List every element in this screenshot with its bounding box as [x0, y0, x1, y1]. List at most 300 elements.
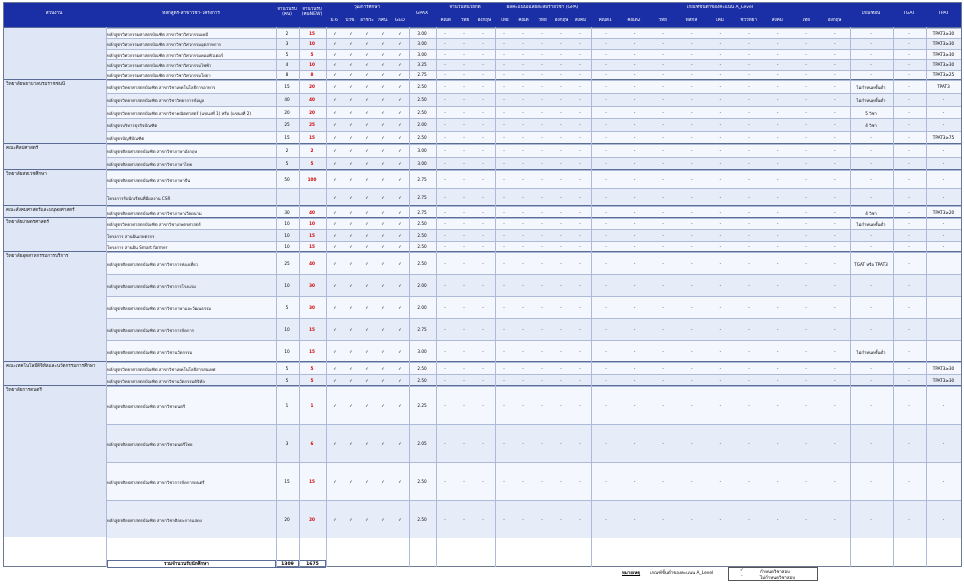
gpa-value: -: [522, 243, 524, 249]
gpa-value: -: [560, 377, 562, 383]
credit-value: -: [482, 41, 484, 47]
qualification-check: ✓: [365, 41, 369, 47]
credit-value: -: [463, 478, 465, 484]
gpa-value: -: [503, 365, 505, 371]
alevel-value: -: [662, 148, 664, 153]
tgat-value: -: [908, 402, 910, 408]
credit-value: -: [444, 326, 446, 332]
tgat-value: -: [908, 440, 910, 446]
program-name: หลักสูตรศิลปศาสตรบัณฑิต สาขาวิชาการท่องเที่ยว: [107, 261, 198, 267]
credit-value: -: [463, 30, 465, 36]
gpa-value: -: [579, 221, 581, 227]
qualification-check: ✓: [381, 304, 385, 310]
qualification-check: ✓: [398, 30, 402, 36]
seats-new-value: 6: [310, 440, 314, 446]
tgat-value: -: [908, 41, 910, 47]
gpax-value: 2.75: [417, 176, 427, 182]
gpa-value: -: [560, 135, 562, 141]
alevel-value: -: [776, 109, 779, 115]
gpa-value: -: [522, 135, 524, 141]
alevel-value: -: [805, 365, 807, 371]
seats-value: 1: [285, 402, 289, 408]
qualification-subheader[interactable]: ม.6: [330, 18, 338, 23]
alevel-value: -: [719, 122, 722, 128]
grid-line: [436, 27, 437, 567]
alevel-subheader[interactable]: ชีววิทยา: [740, 18, 757, 23]
qualification-check: ✓: [381, 51, 385, 57]
qualification-check: ✓: [349, 365, 353, 371]
credit-value: -: [463, 232, 465, 238]
qualification-check: ✓: [381, 96, 385, 102]
credit-value: -: [482, 135, 484, 141]
qualification-check: ✓: [349, 30, 353, 36]
gpa-value: -: [579, 41, 581, 47]
qualification-check: ✓: [381, 478, 385, 484]
credit-value: -: [482, 478, 484, 484]
alevel-value: -: [805, 377, 807, 383]
credit-value: -: [482, 30, 484, 36]
seats-new-value: 30: [309, 282, 315, 288]
gpa-value: -: [503, 61, 505, 67]
alevel-value: -: [776, 122, 779, 128]
header-credits[interactable]: จำนวนหน่วยกิต: [449, 5, 481, 10]
alevel-value: -: [776, 221, 779, 227]
alevel-value: -: [834, 232, 836, 238]
qualification-check: ✓: [349, 478, 353, 484]
credit-value: -: [463, 377, 465, 383]
seats-value: 10: [284, 326, 290, 332]
gpa-value: -: [503, 478, 505, 484]
header-alevel[interactable]: เกณฑ์ขั้นต่ำของคะแนน A_Level: [686, 5, 754, 10]
gpa-value: -: [560, 51, 562, 57]
alevel-value: -: [662, 83, 664, 89]
credit-value: -: [482, 348, 484, 354]
qualification-check: ✓: [398, 326, 402, 332]
gpa-value: -: [522, 61, 524, 67]
alevel-value: -: [776, 209, 779, 215]
qualification-check: ✓: [333, 30, 337, 36]
program-name: หลักสูตรวิทยาศาสตรบัณฑิต สาขาวิชานวัตกรรมดิจิทัล: [107, 378, 205, 384]
credit-subheader[interactable]: วิทย์: [460, 18, 470, 23]
gpa-subheader[interactable]: สังคม: [574, 18, 587, 23]
header-gpax[interactable]: GPAX: [415, 11, 429, 16]
alevel-value: -: [605, 232, 607, 238]
qualification-check: ✓: [333, 41, 337, 47]
alevel-value: -: [633, 478, 636, 484]
tpat-value: TPAT3≥25: [932, 72, 955, 78]
alevel-value: -: [834, 365, 836, 371]
grid-line: [276, 27, 277, 567]
alevel-subheader[interactable]: คณิต2: [627, 18, 641, 23]
alevel-value: -: [691, 440, 693, 446]
totals-seats: 1309: [276, 560, 299, 568]
gpa-value: -: [522, 51, 524, 57]
alevel-value: -: [691, 61, 693, 67]
gpa-value: -: [579, 176, 581, 182]
alevel-value: -: [691, 516, 693, 522]
seats-value: 10: [284, 232, 290, 238]
credit-value: -: [444, 122, 446, 128]
alevel-subheader[interactable]: ฟิสิกส์: [685, 18, 698, 23]
alevel-value: -: [662, 51, 664, 57]
gpa-value: -: [541, 516, 543, 522]
alevel-value: -: [748, 282, 750, 288]
alevel-value: -: [776, 232, 779, 238]
alevel-value: -: [834, 41, 836, 47]
qualification-check: ✓: [398, 282, 402, 288]
alevel-subheader[interactable]: เคมี: [716, 18, 724, 23]
gpa-value: -: [522, 148, 524, 153]
alevel-value: -: [633, 83, 636, 89]
program-name: หลักสูตรวิทยาศาสตรบัณฑิต สาขาวิชาวิทยาการข้อมูล: [107, 97, 205, 103]
tpat-value: -: [942, 176, 945, 182]
qualification-check: ✓: [365, 109, 369, 115]
program-name: หลักสูตรบริหารธุรกิจบัณฑิต: [107, 123, 158, 129]
group-1: [4, 79, 961, 143]
alevel-subheader[interactable]: อังกฤษ: [827, 18, 842, 23]
alevel-value: -: [633, 221, 636, 227]
alevel-value: -: [719, 243, 722, 249]
gpa-value: -: [522, 176, 524, 182]
alevel-value: -: [719, 221, 722, 227]
alevel-value: -: [776, 72, 779, 78]
gpa-value: -: [560, 83, 562, 89]
other-criteria: ไม่กำหนดขั้นต่ำ: [856, 97, 886, 103]
qualification-check: ✓: [398, 161, 402, 166]
totals-label: รวมจำนวนรับนักศึกษา: [164, 562, 209, 567]
seats-value: 2: [285, 30, 289, 36]
qualification-check: ✓: [381, 348, 385, 354]
program-name: หลักสูตรศิลปศาสตรบัณฑิต สาขาวิชาการจัดการ: [107, 327, 194, 333]
alevel-value: -: [633, 209, 636, 215]
other-criteria: -: [870, 135, 872, 141]
gpa-value: -: [560, 30, 562, 36]
credit-value: -: [444, 135, 446, 141]
seats-new-value: 15: [309, 326, 315, 332]
qualification-check: ✓: [398, 96, 402, 102]
other-criteria: -: [870, 148, 872, 153]
tpat-value: -: [942, 96, 945, 102]
credit-value: -: [463, 135, 465, 141]
alevel-value: -: [805, 148, 807, 153]
group-3: [4, 169, 961, 205]
other-criteria: 5 วิชา: [865, 110, 877, 116]
tpat-value: -: [942, 194, 945, 200]
qualification-check: ✓: [381, 194, 385, 200]
seats-new-value: 10: [309, 41, 315, 47]
qualification-subheader[interactable]: ปวช.: [345, 18, 356, 23]
credit-value: -: [482, 109, 484, 115]
gpa-value: -: [522, 478, 524, 484]
header-qualification[interactable]: วุฒิการศึกษา: [354, 5, 380, 10]
alevel-value: -: [662, 282, 664, 288]
credit-value: -: [463, 161, 465, 166]
other-criteria: -: [870, 478, 872, 484]
gpax-value: 3.00: [417, 51, 427, 57]
header-program[interactable]: หลักสูตร-สาขาวิชา-โครงการ: [162, 11, 220, 16]
credit-value: -: [482, 83, 484, 89]
qualification-check: ✓: [333, 440, 337, 446]
credit-value: -: [463, 83, 465, 89]
program-name: หลักสูตรวิทยาศาสตรบัณฑิต สาขาวิชาคณิตศาสตร์ (แขนงที่ 1) หรือ (แขนงที่ 2): [107, 110, 252, 116]
alevel-value: -: [605, 96, 607, 102]
tpat-value: -: [942, 232, 945, 238]
gpa-value: -: [522, 377, 524, 383]
credit-value: -: [463, 72, 465, 78]
alevel-value: -: [605, 109, 607, 115]
alevel-value: -: [719, 30, 722, 36]
credit-value: -: [444, 96, 446, 102]
alevel-value: -: [805, 232, 807, 238]
alevel-value: -: [776, 161, 779, 166]
qualification-check: ✓: [349, 96, 353, 102]
alevel-value: -: [776, 83, 779, 89]
alevel-value: -: [805, 440, 807, 446]
qualification-check: ✓: [398, 478, 402, 484]
gpa-value: -: [560, 41, 562, 47]
gpa-value: -: [522, 326, 524, 332]
alevel-value: -: [662, 260, 664, 266]
gpa-value: -: [522, 109, 524, 115]
alevel-value: -: [776, 304, 779, 310]
gpa-subheader[interactable]: วิทย์: [538, 18, 547, 23]
seats-value: 3: [285, 440, 289, 446]
alevel-value: -: [805, 72, 807, 78]
gpax-value: 2.50: [417, 365, 427, 371]
alevel-value: -: [691, 402, 693, 408]
tgat-value: -: [908, 148, 910, 153]
alevel-value: -: [605, 194, 607, 200]
other-criteria: -: [870, 61, 872, 67]
header-seats-new[interactable]: จำนวนรับ (คนNEW): [301, 7, 323, 18]
gpax-value: 2.50: [417, 377, 427, 383]
credit-value: -: [463, 148, 465, 153]
alevel-value: -: [633, 440, 636, 446]
seats-new-value: 15: [309, 478, 315, 484]
seats-value: 10: [284, 348, 290, 354]
alevel-value: -: [691, 232, 693, 238]
alevel-value: -: [633, 96, 636, 102]
qualification-check: ✓: [365, 176, 369, 182]
gpa-value: -: [503, 326, 505, 332]
gpa-value: -: [503, 377, 505, 383]
alevel-value: -: [805, 61, 807, 67]
qualification-check: ✓: [398, 41, 402, 47]
alevel-value: -: [805, 209, 807, 215]
gpa-value: -: [579, 30, 581, 36]
alevel-value: -: [691, 30, 693, 36]
gpa-value: -: [560, 176, 562, 182]
seats-new-value: 5: [310, 365, 314, 371]
qualification-subheader[interactable]: อาชีวะ: [360, 18, 374, 23]
gpa-value: -: [503, 260, 505, 266]
qualification-check: ✓: [349, 72, 353, 78]
header-tgat[interactable]: TGAT: [903, 11, 915, 16]
alevel-value: -: [633, 377, 636, 383]
seats-value: 40: [284, 96, 290, 102]
credit-value: -: [444, 30, 446, 36]
alevel-value: -: [691, 243, 693, 249]
alevel-value: -: [662, 209, 664, 215]
alevel-value: -: [633, 72, 636, 78]
credit-subheader[interactable]: คณิต: [440, 18, 451, 23]
gpa-subheader[interactable]: ไทย: [500, 18, 509, 23]
gpa-value: -: [560, 232, 562, 238]
other-criteria: 4 วิชา: [865, 210, 877, 216]
gpa-value: -: [503, 41, 505, 47]
gpa-value: -: [522, 348, 524, 354]
gpa-value: -: [541, 440, 543, 446]
alevel-value: -: [748, 260, 750, 266]
gpa-value: -: [579, 148, 581, 153]
gpa-value: -: [560, 96, 562, 102]
gpa-value: -: [503, 221, 505, 227]
gpax-value: 2.50: [417, 478, 427, 484]
alevel-value: -: [691, 304, 693, 310]
qualification-subheader[interactable]: กศน.: [378, 18, 389, 23]
gpa-value: -: [541, 478, 543, 484]
qualification-check: ✓: [398, 83, 402, 89]
gpa-value: -: [560, 243, 562, 249]
legend-check-text: กำหนดวิชาสอบ: [760, 570, 790, 575]
qualification-check: ✓: [333, 282, 337, 288]
gpax-value: 3.00: [417, 41, 427, 47]
alevel-value: -: [776, 61, 779, 67]
tgat-value: -: [908, 72, 910, 78]
gpa-value: -: [503, 440, 505, 446]
alevel-value: -: [834, 51, 836, 57]
header-seats[interactable]: จำนวนรับ (คน): [277, 7, 297, 18]
alevel-value: -: [776, 377, 779, 383]
alevel-value: -: [633, 348, 636, 354]
alevel-subheader[interactable]: สังคม: [771, 18, 783, 23]
qualification-check: ✓: [349, 402, 353, 408]
alevel-value: -: [834, 83, 836, 89]
alevel-value: -: [605, 478, 607, 484]
credit-value: -: [444, 516, 446, 522]
group-name: วิทยาลัยเกษตรศาสตร์: [6, 220, 49, 225]
alevel-value: -: [719, 148, 722, 153]
credit-value: -: [482, 260, 484, 266]
alevel-value: -: [834, 304, 836, 310]
alevel-value: -: [605, 83, 607, 89]
alevel-value: -: [605, 243, 607, 249]
gpa-value: -: [541, 161, 543, 166]
gpa-value: -: [541, 348, 543, 354]
tgat-value: -: [908, 260, 910, 266]
alevel-subheader[interactable]: ไทย: [801, 18, 810, 23]
alevel-value: -: [662, 221, 664, 227]
gpa-value: -: [522, 83, 524, 89]
tgat-value: -: [908, 221, 910, 227]
qualification-check: ✓: [365, 377, 369, 383]
alevel-value: -: [662, 109, 664, 115]
program-name: หลักสูตรศิลปศาสตรบัณฑิต สาขาวิชานวัตกรรม: [107, 349, 193, 355]
header-tpat[interactable]: TPAT: [938, 11, 949, 16]
alevel-value: -: [834, 243, 836, 249]
tgat-value: -: [908, 61, 910, 67]
group-0: [4, 27, 961, 79]
alevel-value: -: [691, 260, 693, 266]
seats-value: 10: [284, 243, 290, 249]
gpa-value: -: [541, 72, 543, 78]
header-group[interactable]: ส่วนงาน: [45, 11, 63, 16]
group-8: [4, 385, 961, 537]
legend-title: หมายเหตุ: [622, 571, 641, 576]
credit-value: -: [463, 96, 465, 102]
alevel-value: -: [633, 243, 636, 249]
gpa-value: -: [541, 282, 543, 288]
gpa-subheader[interactable]: คณิต: [518, 18, 529, 23]
alevel-value: -: [776, 282, 779, 288]
gpa-subheader[interactable]: อังกฤษ: [554, 18, 569, 23]
alevel-value: -: [834, 402, 836, 408]
other-criteria: ไม่กำหนดขั้นต่ำ: [856, 222, 886, 228]
header-other[interactable]: เกณฑ์อื่น: [861, 11, 881, 16]
alevel-value: -: [748, 30, 750, 36]
qualification-check: ✓: [365, 221, 369, 227]
tgat-value: -: [908, 209, 910, 215]
seats-new-value: 15: [309, 232, 315, 238]
alevel-value: -: [834, 135, 836, 141]
credit-value: -: [463, 109, 465, 115]
alevel-value: -: [834, 377, 836, 383]
alevel-value: -: [805, 348, 807, 354]
qualification-subheader[interactable]: GED: [394, 18, 405, 23]
alevel-subheader[interactable]: คณิต1: [598, 18, 612, 23]
alevel-value: -: [691, 148, 693, 153]
qualification-check: ✓: [349, 221, 353, 227]
seats-value: 5: [285, 365, 289, 371]
credit-value: -: [463, 326, 465, 332]
program-name: หลักสูตรศิลปศาสตรบัณฑิต สาขาวิชาดนตรี: [107, 403, 186, 409]
credit-value: -: [482, 221, 484, 227]
alevel-value: -: [605, 30, 607, 36]
alevel-value: -: [633, 135, 636, 141]
gpax-value: 2.50: [417, 221, 427, 227]
gpa-value: -: [560, 148, 562, 153]
gpa-value: -: [541, 243, 543, 249]
tgat-value: -: [908, 516, 910, 522]
qualification-check: ✓: [349, 326, 353, 332]
credit-value: -: [444, 221, 446, 227]
seats-new-value: 20: [309, 109, 315, 115]
gpa-value: -: [522, 260, 524, 266]
qualification-check: ✓: [333, 72, 337, 78]
qualification-check: ✓: [365, 365, 369, 371]
qualification-check: ✓: [398, 122, 402, 128]
credit-value: -: [482, 440, 484, 446]
alevel-value: -: [805, 402, 807, 408]
credit-subheader[interactable]: อังกฤษ: [477, 18, 492, 23]
header-gpa[interactable]: ผลคะแนนเฉลี่ยสะสมรายวิชา (GPA): [506, 5, 579, 10]
gpax-value: 3.00: [417, 161, 427, 166]
gpa-value: -: [579, 194, 581, 200]
alevel-value: -: [748, 161, 750, 166]
credit-value: -: [444, 348, 446, 354]
qualification-check: ✓: [333, 402, 337, 408]
alevel-value: -: [719, 161, 722, 166]
alevel-subheader[interactable]: วิทย์: [658, 18, 667, 23]
alevel-value: -: [719, 348, 722, 354]
gpa-value: -: [541, 377, 543, 383]
credit-value: -: [463, 402, 465, 408]
seats-value: 2: [285, 148, 289, 153]
qualification-check: ✓: [381, 326, 385, 332]
credit-value: -: [482, 72, 484, 78]
program-name: โครงการรับนักเรียนที่มีผลงาน CSR: [107, 195, 171, 201]
alevel-value: -: [633, 304, 636, 310]
